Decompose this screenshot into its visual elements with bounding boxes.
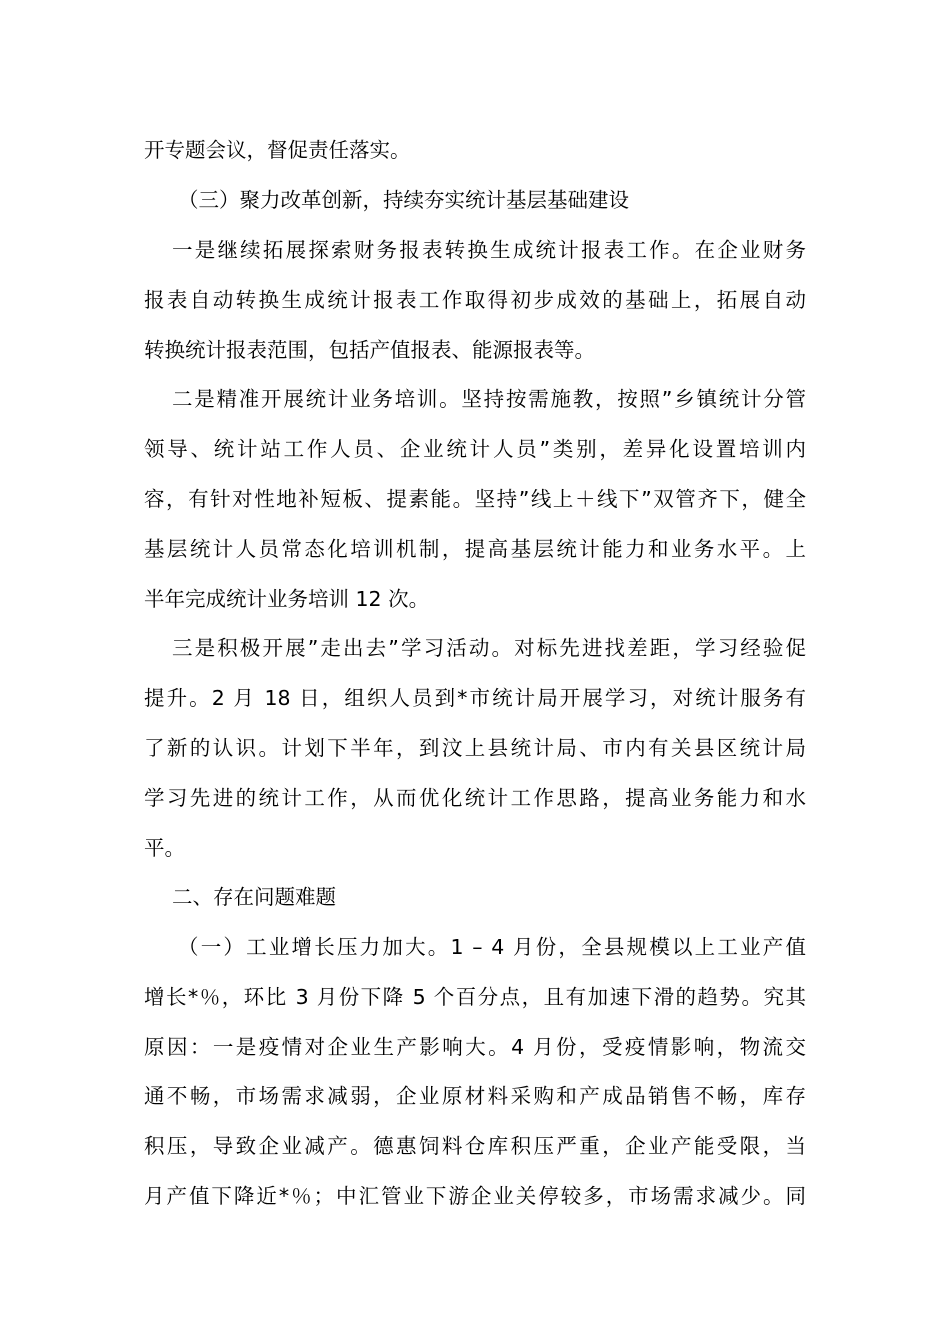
paragraph-line: 报表自动转换生成统计报表工作取得初步成效的基础上，拓展自动 bbox=[144, 288, 806, 312]
paragraph-line: 基层统计人员常态化培训机制，提高基层统计能力和业务水平。上 bbox=[144, 537, 806, 561]
paragraph-line: 提升。2 月 18 日，组织人员到*市统计局开展学习，对统计服务有 bbox=[144, 686, 806, 710]
paragraph-line: 学习先进的统计工作，从而优化统计工作思路，提高业务能力和水 bbox=[144, 786, 806, 810]
paragraph-line: 增长*％，环比 3 月份下降 5 个百分点，且有加速下滑的趋势。究其 bbox=[144, 985, 806, 1009]
paragraph-line: 月产值下降近*％；中汇管业下游企业关停较多，市场需求减少。同 bbox=[144, 1184, 806, 1208]
section-heading: 二、存在问题难题 bbox=[172, 885, 336, 909]
paragraph-line: 原因：一是疫情对企业生产影响大。4 月份，受疫情影响，物流交 bbox=[144, 1035, 806, 1059]
paragraph-line: 三是积极开展”走出去”学习活动。对标先进找差距，学习经验促 bbox=[172, 636, 806, 660]
paragraph-line: 通不畅，市场需求减弱，企业原材料采购和产成品销售不畅，库存 bbox=[144, 1084, 806, 1108]
paragraph-line: 积压，导致企业减产。德惠饲料仓库积压严重，企业产能受限，当 bbox=[144, 1134, 806, 1158]
paragraph-line: 转换统计报表范围，包括产值报表、能源报表等。 bbox=[144, 338, 595, 362]
paragraph-line: 二是精准开展统计业务培训。坚持按需施教，按照”乡镇统计分管 bbox=[172, 387, 806, 411]
paragraph-line: 领导、统计站工作人员、企业统计人员”类别，差异化设置培训内 bbox=[144, 437, 806, 461]
paragraph-line: 平。 bbox=[144, 836, 185, 860]
paragraph-line: 一是继续拓展探索财务报表转换生成统计报表工作。在企业财务 bbox=[172, 238, 806, 262]
paragraph-line: 了新的认识。计划下半年，到汶上县统计局、市内有关县区统计局 bbox=[144, 736, 806, 760]
paragraph-line: 容，有针对性地补短板、提素能。坚持”线上＋线下”双管齐下，健全 bbox=[144, 487, 806, 511]
paragraph-line: （一）工业增长压力加大。1 – 4 月份，全县规模以上工业产值 bbox=[178, 935, 806, 959]
paragraph-line: 开专题会议，督促责任落实。 bbox=[144, 138, 411, 162]
paragraph-line: 半年完成统计业务培训 12 次。 bbox=[144, 587, 430, 611]
section-heading: （三）聚力改革创新，持续夯实统计基层基础建设 bbox=[178, 188, 629, 212]
